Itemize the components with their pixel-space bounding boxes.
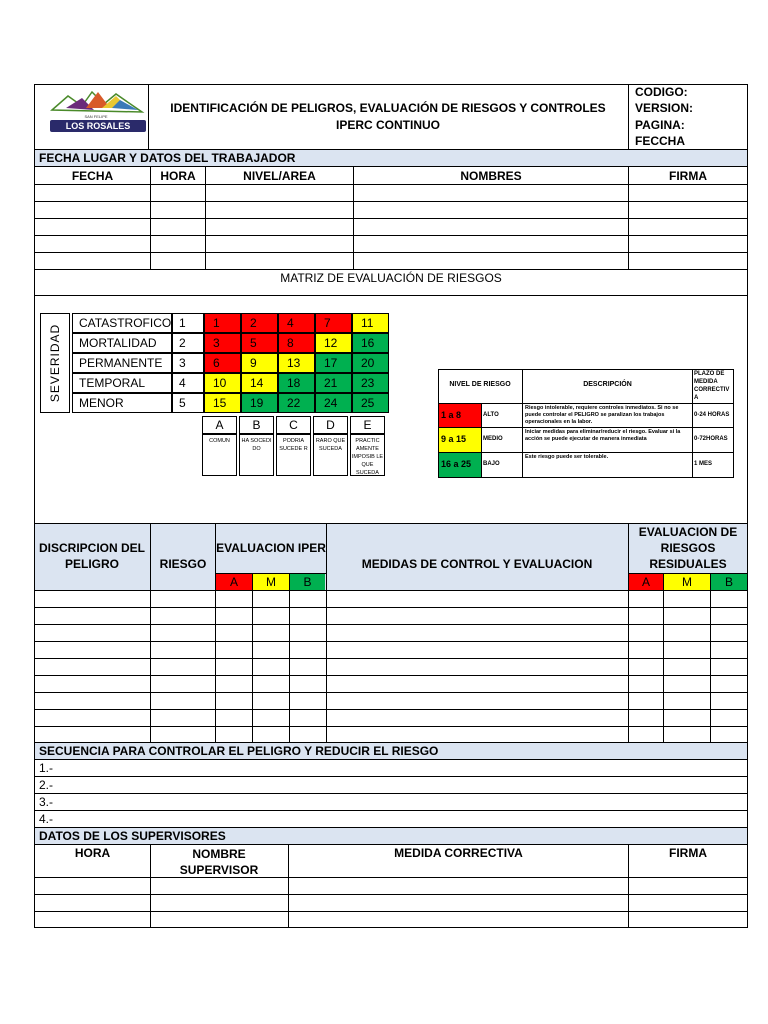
severity-label: SEVERIDAD	[48, 323, 62, 403]
risk-desc: Iniciar medidas para eliminar/reducir el riesgo. Evaluar si la acción se puede ejecutar de manera inmediata	[525, 429, 681, 442]
eval-a: A	[229, 575, 238, 589]
risk-col-nivel: NIVEL DE RIESGO	[449, 381, 511, 388]
risk-range: 16 a 25	[441, 459, 472, 469]
divider	[34, 911, 748, 912]
col-peligro: DISCRIPCION DEL PELIGRO	[38, 541, 145, 571]
divider	[34, 607, 748, 608]
divider	[628, 84, 629, 149]
sup-col-firma: FIRMA	[669, 846, 707, 860]
divider	[252, 573, 253, 742]
matrix-cell: 23	[352, 373, 389, 393]
divider	[34, 759, 748, 760]
divider	[34, 590, 748, 591]
form-subtitle: IPERC CONTINUO	[335, 118, 440, 132]
risk-plazo: 0-72HORAS	[694, 436, 728, 442]
divider	[34, 877, 748, 878]
divider	[150, 523, 151, 742]
col-firma: FIRMA	[669, 169, 707, 183]
col-medidas: MEDIDAS DE CONTROL Y EVALUACION	[361, 557, 593, 571]
eval-b: B	[303, 575, 312, 589]
matrix-cell: 4	[278, 313, 315, 333]
col-residual: EVALUACION DE RIESGOS RESIDUALES	[638, 525, 738, 571]
matrix-cell: 25	[352, 393, 389, 413]
severity-row-num: 2	[172, 333, 204, 353]
form-frame	[34, 84, 748, 928]
matrix-cell: 18	[278, 373, 315, 393]
supervisors-title: DATOS DE LOS SUPERVISORES	[39, 829, 226, 843]
col-hora: HORA	[160, 169, 196, 183]
divider	[34, 742, 748, 743]
prob-letter: B	[239, 416, 274, 434]
matrix-cell: 24	[315, 393, 352, 413]
matrix-cell: 22	[278, 393, 315, 413]
divider	[326, 523, 327, 742]
prob-letter: A	[202, 416, 237, 434]
divider	[438, 427, 734, 428]
matrix-cell: 15	[204, 393, 241, 413]
matrix-cell: 21	[315, 373, 352, 393]
severity-row-label: TEMPORAL	[72, 373, 172, 393]
severity-row-num: 3	[172, 353, 204, 373]
divider	[215, 573, 326, 574]
divider	[438, 452, 734, 453]
divider	[34, 149, 748, 150]
risk-level: ALTO	[483, 412, 499, 418]
sup-col-medida: MEDIDA CORRECTIVA	[394, 846, 523, 860]
matrix-cell: 1	[204, 313, 241, 333]
risk-range: 9 a 15	[441, 434, 467, 444]
company-logo	[48, 86, 148, 138]
divider	[628, 523, 629, 742]
matrix-cell: 8	[278, 333, 315, 353]
sequence-item: 2.-	[39, 778, 54, 792]
risk-level: MEDIO	[483, 436, 503, 442]
version-label: VERSION:	[635, 101, 694, 115]
matrix-cell: 9	[241, 353, 278, 373]
form-title: IDENTIFICACIÓN DE PELIGROS, EVALUACIÓN DE RIESGOS Y CONTROLES	[170, 101, 606, 115]
sup-col-nombre: NOMBRE SUPERVISOR	[179, 847, 259, 877]
severity-row-num: 1	[172, 313, 204, 333]
sup-col-hora: HORA	[74, 846, 111, 860]
divider	[34, 184, 748, 185]
divider	[215, 523, 216, 742]
worker-section-title: FECHA LUGAR Y DATOS DEL TRABAJADOR	[39, 151, 296, 165]
risk-desc: Este riesgo puede ser tolerable.	[525, 454, 609, 460]
severity-row-label: PERMANENTE	[72, 353, 172, 373]
divider	[34, 641, 748, 642]
matrix-cell: 6	[204, 353, 241, 373]
matrix-cell: 5	[241, 333, 278, 353]
codigo-label: CODIGO:	[635, 85, 688, 99]
col-eval-iper: EVALUACION IPER	[216, 541, 326, 555]
divider	[34, 894, 748, 895]
matrix-cell: 19	[241, 393, 278, 413]
divider	[34, 726, 748, 727]
prob-desc: PODRIA SUCEDE R	[276, 434, 311, 476]
divider	[34, 269, 748, 270]
sequence-item: 3.-	[39, 795, 54, 809]
divider	[289, 573, 290, 742]
divider	[34, 709, 748, 710]
prob-desc: PRACTIC AMENTE IMPOSIB LE QUE SUCEDA	[350, 434, 385, 476]
risk-level: BAJO	[483, 461, 500, 467]
sequence-title: SECUENCIA PARA CONTROLAR EL PELIGRO Y REDUCIR EL RIESGO	[39, 744, 439, 758]
severity-row-num: 4	[172, 373, 204, 393]
prob-desc: HA SOCEDI DO	[239, 434, 274, 476]
divider	[150, 844, 151, 928]
sequence-item: 1.-	[39, 761, 54, 775]
pagina-label: PAGINA:	[635, 118, 685, 132]
prob-desc: RARO QUE SUCEDA	[313, 434, 348, 476]
prob-letter: C	[276, 416, 311, 434]
divider	[34, 675, 748, 676]
fecha-label: FECCHA	[635, 134, 685, 148]
prob-desc: COMUN	[202, 434, 237, 476]
risk-desc: Riesgo intolerable, requiere controles inmediatos. Si no se puede controlar el PELIGRO se paralizan los trabajos operacionales en la labor.	[525, 405, 679, 425]
risk-plazo: 1 MES	[694, 461, 713, 467]
matrix-cell: 20	[352, 353, 389, 373]
matrix-cell: 2	[241, 313, 278, 333]
divider	[34, 844, 748, 845]
matrix-title: MATRIZ DE EVALUACIÓN DE RIESGOS	[280, 271, 502, 285]
res-m: M	[682, 575, 692, 589]
divider	[34, 827, 748, 828]
severity-row-label: MORTALIDAD	[72, 333, 172, 353]
divider	[34, 295, 748, 296]
divider	[34, 658, 748, 659]
matrix-cell: 16	[352, 333, 389, 353]
divider	[481, 403, 482, 478]
res-a: A	[641, 575, 650, 589]
divider	[438, 403, 734, 404]
divider	[692, 369, 693, 478]
divider	[34, 793, 748, 794]
risk-col-plazo: PLAZO DE MEDIDA CORRECTIV A	[694, 371, 730, 401]
severity-row-label: CATASTROFICO	[72, 313, 172, 333]
severity-row-label: MENOR	[72, 393, 172, 413]
divider	[34, 624, 748, 625]
matrix-cell: 10	[204, 373, 241, 393]
divider	[34, 166, 748, 167]
risk-col-desc: DESCRIPCIÓN	[583, 381, 632, 388]
prob-letter: D	[313, 416, 348, 434]
divider	[628, 573, 748, 574]
matrix-cell: 3	[204, 333, 241, 353]
risk-plazo: 0-24 HORAS	[694, 412, 730, 418]
logo-subtext: SAN FELIPE	[84, 114, 108, 119]
eval-m: M	[266, 575, 276, 589]
prob-letter: E	[350, 416, 385, 434]
divider	[34, 218, 748, 219]
matrix-cell: 17	[315, 353, 352, 373]
divider	[34, 252, 748, 253]
col-riesgo: RIESGO	[159, 557, 207, 571]
divider	[34, 776, 748, 777]
divider	[663, 573, 664, 742]
divider	[34, 235, 748, 236]
matrix-cell: 11	[352, 313, 389, 333]
divider	[148, 84, 149, 149]
matrix-cell: 12	[315, 333, 352, 353]
divider	[34, 201, 748, 202]
risk-range: 1 a 8	[441, 410, 462, 420]
matrix-cell: 14	[241, 373, 278, 393]
col-fecha: FECHA	[71, 169, 114, 183]
logo-text: LOS ROSALES	[65, 121, 131, 131]
res-b: B	[724, 575, 733, 589]
sequence-item: 4.-	[39, 812, 54, 826]
col-nombres: NOMBRES	[460, 169, 522, 183]
matrix-cell: 7	[315, 313, 352, 333]
col-nivel-area: NIVEL/AREA	[243, 169, 316, 183]
severity-row-num: 5	[172, 393, 204, 413]
divider	[710, 573, 711, 742]
matrix-cell: 13	[278, 353, 315, 373]
divider	[34, 810, 748, 811]
divider	[34, 692, 748, 693]
